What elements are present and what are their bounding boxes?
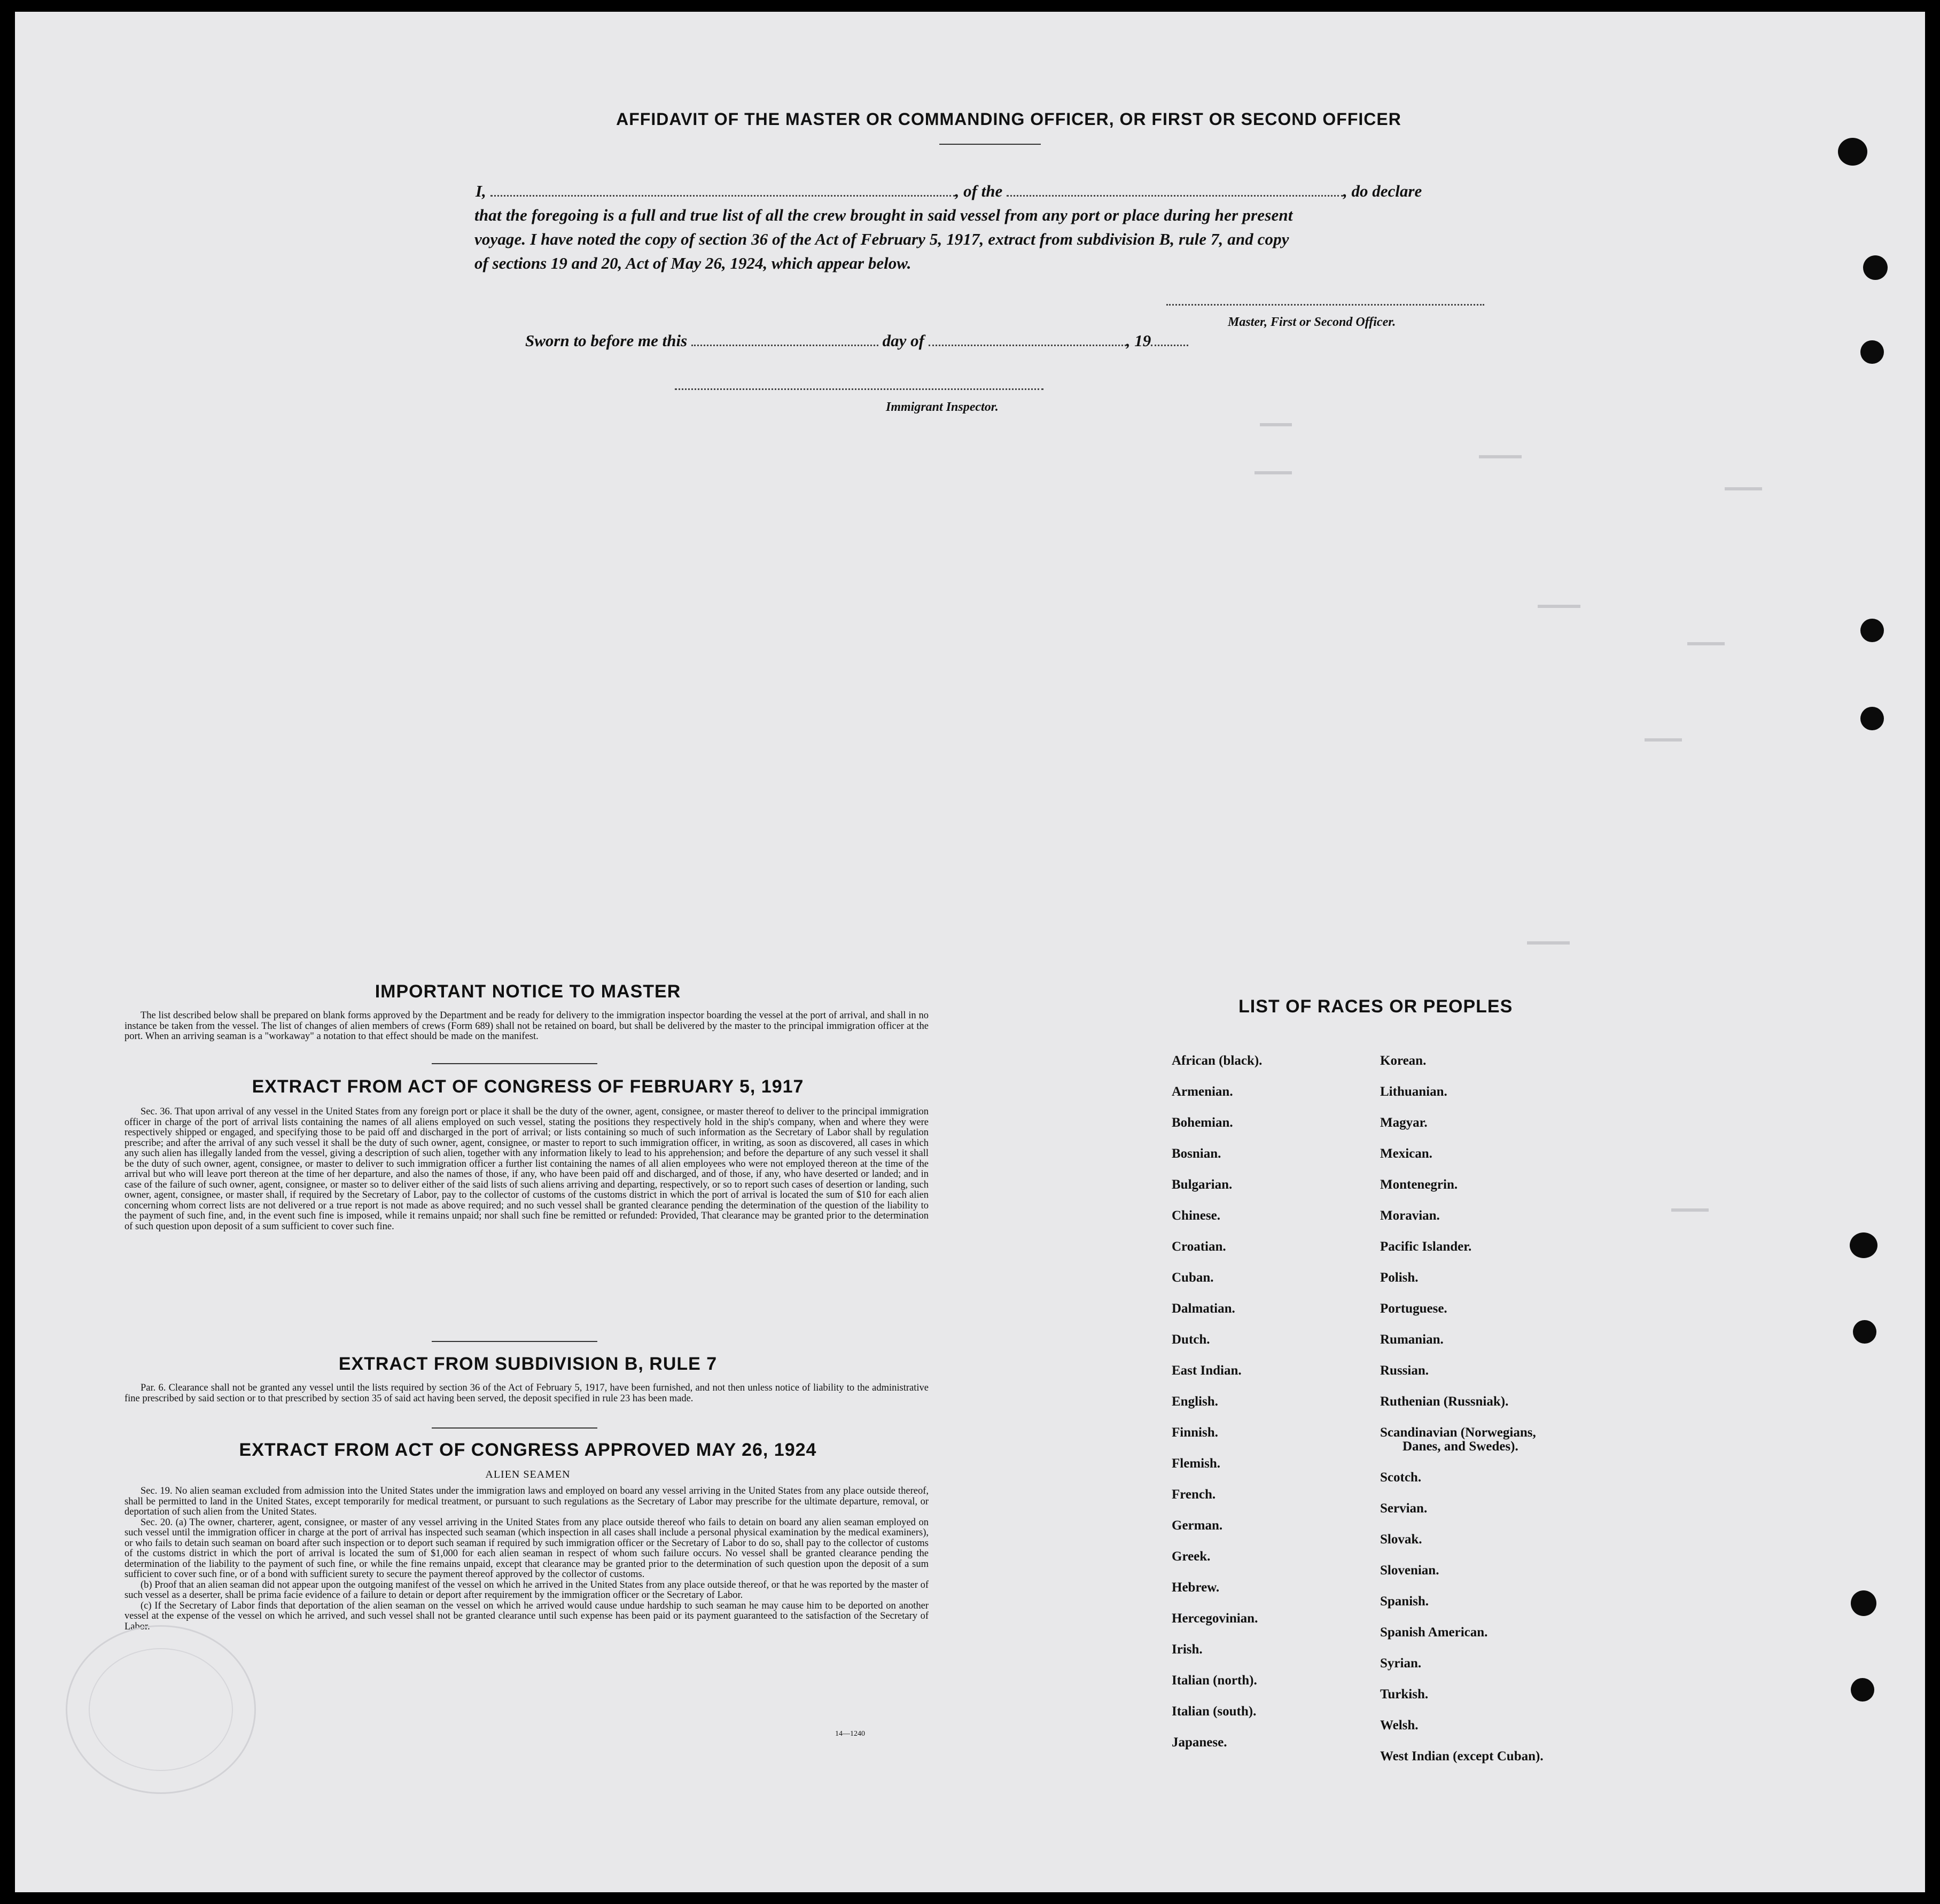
race-item: Flemish. xyxy=(1172,1456,1220,1471)
race-item: Armenian. xyxy=(1172,1084,1233,1099)
affidavit-line-4: of sections 19 and 20, Act of May 26, 1924, which appear below. xyxy=(474,254,911,272)
race-item: Bosnian. xyxy=(1172,1146,1221,1161)
race-item: Russian. xyxy=(1380,1363,1429,1378)
race-item: Polish. xyxy=(1380,1270,1419,1285)
name-blank[interactable] xyxy=(490,184,955,197)
race-item: Ruthenian (Russniak). xyxy=(1380,1394,1509,1409)
vessel-blank[interactable] xyxy=(1007,184,1343,197)
race-item: Slovenian. xyxy=(1380,1563,1439,1578)
race-item: French. xyxy=(1172,1487,1216,1502)
race-item: Slovak. xyxy=(1380,1532,1422,1547)
race-item: Rumanian. xyxy=(1380,1332,1444,1347)
race-item: English. xyxy=(1172,1394,1218,1409)
race-item: Magyar. xyxy=(1380,1115,1428,1130)
race-item: Italian (north). xyxy=(1172,1673,1257,1688)
race-item: Spanish American. xyxy=(1380,1625,1488,1640)
affidavit-line-1: I, , of the , do declare xyxy=(476,182,1422,200)
punch-hole xyxy=(1851,1590,1876,1616)
affidavit-line-3: voyage. I have noted the copy of section 36 of the Act of February 5, 1917, extract from subdivision B, rule 7, and copy xyxy=(474,230,1289,248)
faint-seal-stamp xyxy=(66,1625,256,1794)
punch-hole xyxy=(1860,707,1884,730)
punch-hole xyxy=(1853,1320,1876,1344)
punch-hole xyxy=(1860,340,1884,364)
extract-rule7-title: EXTRACT FROM SUBDIVISION B, RULE 7 xyxy=(338,1354,718,1374)
extract-1924-body: Sec. 19. No alien seaman excluded from admission into the United States under the immigration laws and employed on board any vessel arriving in the United States from any place outside thereof, shall be permitted to land in the United States, except temporarily for medical treatment, or pursuant to such regulations as the Secretary of Labor may prescribe for the ultimate departure, removal, or deportation of such alien from the United States. Sec. 20. (a) The owner, charterer, agent, consignee, or master of any vessel arriving in the United States from any place outside thereof who fails to detain on board any alien seaman employed on such vessel until the immigration officer in charge at the port of arrival has inspected such seaman (which inspection in all cases shall include a personal physical examination by the medical examiners), or who fails to detain such seaman on board after such inspection or to deport such seaman if required by such immigration officer or the Secretary of Labor to do so, shall pay to the collector of customs of the customs district in which the port of arrival is located the sum of $1,000 for each alien seaman in respect of whom such failure occurs. No vessel shall be granted clearance pending the determination of the liability to the payment of such fine, or while the fine remains unpaid, except that clearance may be granted prior to the determination of such question upon the deposit of a sum sufficient to cover such fine, or of a bond with sufficient surety to secure the payment thereof approved by the collector of customs. (b) Proof that an alien seaman did not appear upon the outgoing manifest of the vessel on which he arrived in the United States from any place outside thereof, or that he was reported by the master of such vessel as a deserter, shall be prima facie evidence of a failure to detain or deport after requirement by the immigration officer or the Secretary of Labor. (c) If the Secretary of Labor finds that deportation of the alien seaman on the vessel on which he arrived would cause undue hardship to such seaman he may cause him to be deported on another vessel at the expense of the vessel on which he arrived, and such vessel shall not be granted clearance until such expense has been paid or its payment guaranteed to the satisfaction of the Secretary of Labor. xyxy=(124,1486,929,1632)
race-item: Pacific Islander. xyxy=(1380,1239,1472,1254)
punch-hole xyxy=(1860,619,1884,642)
race-item: Dalmatian. xyxy=(1172,1301,1235,1316)
race-item: Servian. xyxy=(1380,1501,1428,1516)
punch-hole xyxy=(1850,1232,1877,1258)
punch-hole xyxy=(1863,255,1888,280)
sworn-month-blank[interactable] xyxy=(929,334,1126,346)
race-item: Portuguese. xyxy=(1380,1301,1447,1316)
race-item: Scandinavian (Norwegians, xyxy=(1380,1425,1536,1440)
race-item: Moravian. xyxy=(1380,1208,1440,1223)
race-item: Montenegrin. xyxy=(1380,1177,1458,1192)
race-item: Italian (south). xyxy=(1172,1704,1257,1719)
race-item: West Indian (except Cuban). xyxy=(1380,1749,1544,1763)
race-item: Welsh. xyxy=(1380,1718,1419,1733)
race-item: Bohemian. xyxy=(1172,1115,1233,1130)
extract-1924-title: EXTRACT FROM ACT OF CONGRESS APPROVED MAY 26, 1924 xyxy=(239,1440,817,1460)
sworn-year-blank[interactable] xyxy=(1151,334,1188,346)
document-page xyxy=(15,12,1925,1892)
rule-1924 xyxy=(432,1427,597,1429)
race-item: Greek. xyxy=(1172,1549,1211,1564)
inspector-caption: Immigrant Inspector. xyxy=(886,400,999,414)
race-item: Croatian. xyxy=(1172,1239,1226,1254)
form-code: 14—1240 xyxy=(835,1730,865,1738)
extract-1917-body: Sec. 36. That upon arrival of any vessel in the United States from any foreign port or place it shall be the duty of the owner, agent, consignee, or master thereof to deliver to the principal immigration officer in charge of the port of arrival lists containing the names of all aliens employed on such vessel, stating the positions they respectively hold in the ship's company, when and where they were respectively shipped or engaged, and specifying those to be paid off and discharged in the port of arrival; or lists containing so much of such information as the Secretary of Labor shall by regulation prescribe; and after the arrival of any such vessel it shall be the duty of such owner, agent, consignee, or master to report to such immigration officer, in writing, as soon as discovered, all cases in which any such alien has illegally landed from the vessel, giving a description of such alien, together with any information likely to lead to his apprehension; and before the departure of any such vessel it shall be the duty of such owner, agent, consignee, or master to deliver to such immigration officer a further list containing the names of all alien employees who were not employed thereon at the time of the arrival but who will leave port thereon at the time of her departure, and also the names of those, if any, who have been paid off and discharged, and of those, if any, who have deserted or landed; and in case of the failure of such owner, agent, consignee, or master so to deliver either of the said lists of such aliens arriving and departing, respectively, or so to report such cases of desertion or landing, such owner, agent, consignee, or master shall, if required by the Secretary of Labor, pay to the collector of customs of the customs district in which the port of arrival is located the sum of $10 for each alien concerning whom correct lists are not delivered or a true report is not made as above required; and no such vessel shall be granted clearance pending the determination of the question of the liability to the payment of such fine, and, in the event such fine is imposed, while it remains unpaid; nor shall such fine be remitted or refunded: Provided, That clearance may be granted prior to the determination of such question upon deposit of a sum sufficient to cover such fine. xyxy=(124,1106,929,1232)
notice-title: IMPORTANT NOTICE TO MASTER xyxy=(375,981,681,1002)
alien-seamen-subhead: ALIEN SEAMEN xyxy=(485,1469,571,1480)
race-item: Hercegovinian. xyxy=(1172,1611,1258,1626)
race-item: Cuban. xyxy=(1172,1270,1214,1285)
race-item: German. xyxy=(1172,1518,1223,1533)
race-item: Korean. xyxy=(1380,1054,1427,1068)
race-item: Mexican. xyxy=(1380,1146,1432,1161)
race-item: Lithuanian. xyxy=(1380,1084,1447,1099)
race-item: Turkish. xyxy=(1380,1687,1429,1702)
bleed-through-marks xyxy=(1030,407,1832,1796)
title-rule xyxy=(939,144,1041,145)
notice-body: The list described below shall be prepared on blank forms approved by the Department and be ready for delivery to the immigration inspector boarding the vessel at the port of arrival, and shall in no instance be taken from the vessel. The list of changes of alien members of crews (Form 689) shall not be retained on board, but shall be delivered by the master to the principal immigration officer at the port. When an arriving seaman is a "workaway" a notation to that effect should be made on the manifest. xyxy=(124,1010,929,1042)
rule-rule7 xyxy=(432,1341,597,1342)
race-item: Finnish. xyxy=(1172,1425,1218,1440)
race-item: East Indian. xyxy=(1172,1363,1242,1378)
race-item: Bulgarian. xyxy=(1172,1177,1233,1192)
race-item: Dutch. xyxy=(1172,1332,1210,1347)
master-signature-line[interactable] xyxy=(1166,304,1484,306)
race-item: Irish. xyxy=(1172,1642,1203,1657)
inspector-signature-line[interactable] xyxy=(675,388,1043,390)
race-item: Syrian. xyxy=(1380,1656,1422,1671)
races-title: LIST OF RACES OR PEOPLES xyxy=(1238,996,1513,1017)
race-item: Chinese. xyxy=(1172,1208,1220,1223)
race-item: Japanese. xyxy=(1172,1735,1227,1750)
rule-1917 xyxy=(432,1063,597,1064)
extract-1917-title: EXTRACT FROM ACT OF CONGRESS OF FEBRUARY 5, 1917 xyxy=(252,1076,804,1097)
race-item: Hebrew. xyxy=(1172,1580,1220,1595)
race-item: Scotch. xyxy=(1380,1470,1422,1485)
punch-hole xyxy=(1838,138,1867,166)
extract-rule7-body: Par. 6. Clearance shall not be granted any vessel until the lists required by section 36 of the Act of February 5, 1917, have been furnished, and not then unless notice of liability to the administrative fine prescribed by said section or to that prescribed by section 35 of said act having been served, the deposit specified in rule 23 has been made. xyxy=(124,1383,929,1404)
punch-hole xyxy=(1851,1678,1874,1702)
race-item: African (black). xyxy=(1172,1054,1263,1068)
race-item: Danes, and Swedes). xyxy=(1403,1439,1518,1454)
affidavit-title: AFFIDAVIT OF THE MASTER OR COMMANDING OFFICER, OR FIRST OR SECOND OFFICER xyxy=(616,110,1401,129)
affidavit-line-2: that the foregoing is a full and true list of all the crew brought in said vessel from any port or place during her present xyxy=(474,206,1293,224)
master-caption: Master, First or Second Officer. xyxy=(1228,315,1396,329)
sworn-day-blank[interactable] xyxy=(691,334,878,346)
race-item: Spanish. xyxy=(1380,1594,1429,1609)
sworn-line: Sworn to before me this day of , 19 xyxy=(525,331,1188,350)
